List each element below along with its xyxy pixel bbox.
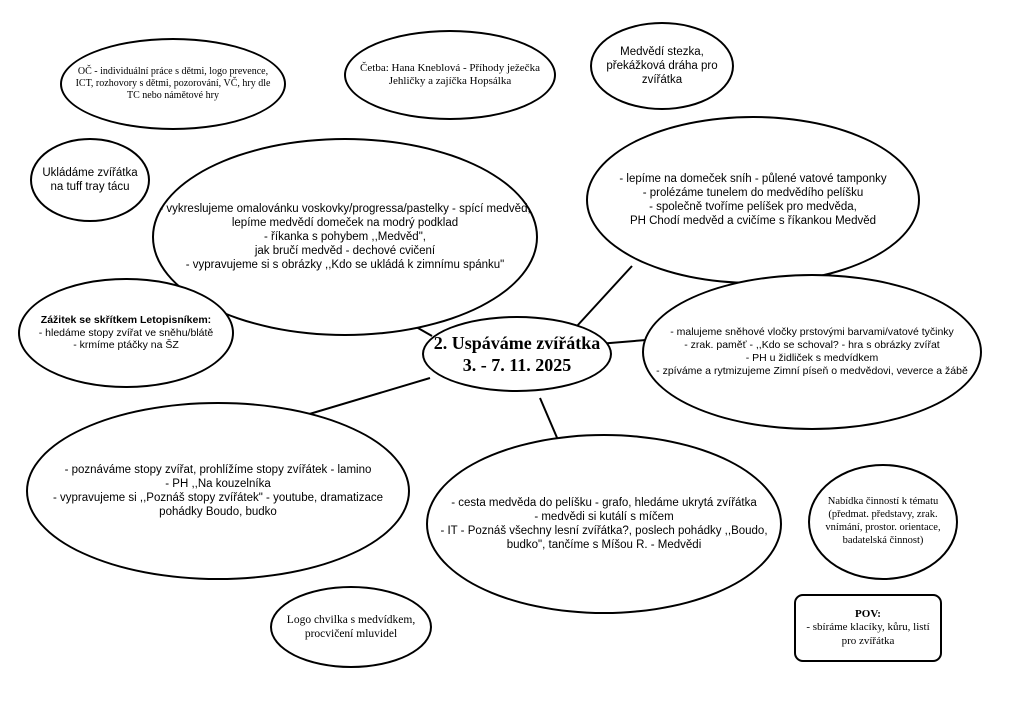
branch-line: - PH u židliček s medvídkem bbox=[745, 352, 879, 364]
note-line: Četba: Hana Kneblová - Příhody ježečka bbox=[360, 61, 540, 74]
branch-line: lepíme medvědí domeček na modrý podklad bbox=[231, 216, 459, 229]
note-line: Ukládáme zvířátka bbox=[42, 166, 138, 179]
note-line: pro zvířátka bbox=[841, 634, 895, 647]
branch-bottom-left bbox=[26, 402, 410, 580]
branch-line: - zrak. paměť - ,,Kdo se schoval? - hra s obrázky zvířat bbox=[684, 339, 940, 352]
branch-line: PH Chodí medvěd a cvičíme s říkankou Medvěd bbox=[629, 215, 877, 228]
note-tuff-tray bbox=[30, 138, 150, 222]
branch-line: - vypravujeme si s obrázky ,,Kdo se ukládá k zimnímu spánku" bbox=[185, 259, 505, 272]
branch-line: - zpíváme a rytmizujeme Zimní píseň o medvědovi, veverce a žábě bbox=[656, 364, 968, 377]
branch-line: jak bručí medvěd - dechové cvičení bbox=[254, 245, 436, 257]
branch-line: - lepíme na domeček sníh - půlené vatové tamponky bbox=[619, 172, 887, 185]
branch-line: - malujeme sněhové vločky prstovými barvami/vatové tyčinky bbox=[670, 326, 954, 339]
note-line: Nabídka činností k tématu bbox=[827, 496, 939, 508]
note-line: Jehličky a zajíčka Hopsálka bbox=[388, 75, 512, 87]
branch-line: - medvědi si kutálí s míčem bbox=[534, 510, 674, 523]
note-line: OČ - individuální práce s dětmi, logo prevence, bbox=[77, 65, 269, 77]
branch-line: - vypravujeme si ,,Poznáš stopy zvířátek" - youtube, dramatizace bbox=[52, 492, 384, 504]
note-line: ICT, rozhovory s dětmi, pozorování, VČ, hry dle bbox=[75, 77, 271, 89]
note-line: TC nebo námětové hry bbox=[127, 90, 219, 102]
branch-line: - IT - Poznáš všechny lesní zvířátka?, poslech pohádky ,,Boudo, bbox=[440, 525, 768, 537]
note-line: zvířátka bbox=[641, 74, 683, 86]
note-line: (předmat. představy, zrak. bbox=[828, 509, 938, 521]
note-speech-exercise bbox=[270, 586, 432, 668]
note-line: na tuff tray tácu bbox=[50, 181, 130, 193]
connector-bottom-center bbox=[540, 398, 558, 440]
note-title: Zážitek se skřítkem Letopisníkem: bbox=[40, 313, 212, 326]
note-line: badatelská činnost) bbox=[842, 534, 924, 546]
connector-bottom-left bbox=[296, 378, 430, 418]
note-line: Medvědí stezka, bbox=[620, 45, 704, 58]
note-line: překážková dráha pro bbox=[606, 59, 718, 72]
branch-line: - říkanka s pohybem ,,Medvěd", bbox=[264, 230, 426, 243]
note-pov bbox=[794, 594, 942, 662]
note-oc-activities bbox=[60, 38, 286, 130]
branch-bottom-center bbox=[426, 434, 782, 614]
center-dates: 3. - 7. 11. 2025 bbox=[462, 355, 572, 375]
branch-top-right bbox=[586, 116, 920, 284]
center-topic bbox=[422, 316, 612, 392]
branch-line: - společně tvoříme pelíšek pro medvěda, bbox=[649, 201, 857, 213]
branch-line: - cesta medvěda do pelíšku - grafo, hledáme ukrytá zvířátka bbox=[451, 496, 757, 509]
note-reading bbox=[344, 30, 556, 120]
branch-line: - vykreslujeme omalovánku voskovky/progressa/pastelky - spící medvěd, bbox=[159, 202, 531, 215]
note-line: procvičení mluvidel bbox=[304, 628, 398, 640]
note-line: - sbíráme klacíky, kůru, listí bbox=[806, 621, 930, 634]
center-title: 2. Uspáváme zvířátka bbox=[433, 332, 601, 353]
note-line: Logo chvilka s medvídkem, bbox=[286, 613, 416, 626]
note-bear-trail bbox=[590, 22, 734, 110]
branch-right bbox=[642, 274, 982, 430]
note-line: - krmíme ptáčky na ŠZ bbox=[73, 339, 179, 352]
note-line: vnímání, prostor. orientace, bbox=[825, 522, 941, 533]
note-line: - hledáme stopy zvířat ve sněhu/blátě bbox=[38, 326, 214, 339]
branch-line: - PH ,,Na kouzelníka bbox=[165, 477, 271, 490]
branch-line: pohádky Boudo, budko bbox=[159, 506, 277, 519]
branch-line: - prolézáme tunelem do medvědího pelíšku bbox=[642, 186, 864, 199]
note-experience bbox=[18, 278, 234, 388]
branch-line: - poznáváme stopy zvířat, prohlížíme stopy zvířátek - lamino bbox=[64, 463, 372, 476]
branch-line: budko", tančíme s Míšou R. - Medvědi bbox=[506, 539, 702, 552]
note-activity-offer bbox=[808, 464, 958, 580]
note-title: POV: bbox=[855, 607, 881, 620]
